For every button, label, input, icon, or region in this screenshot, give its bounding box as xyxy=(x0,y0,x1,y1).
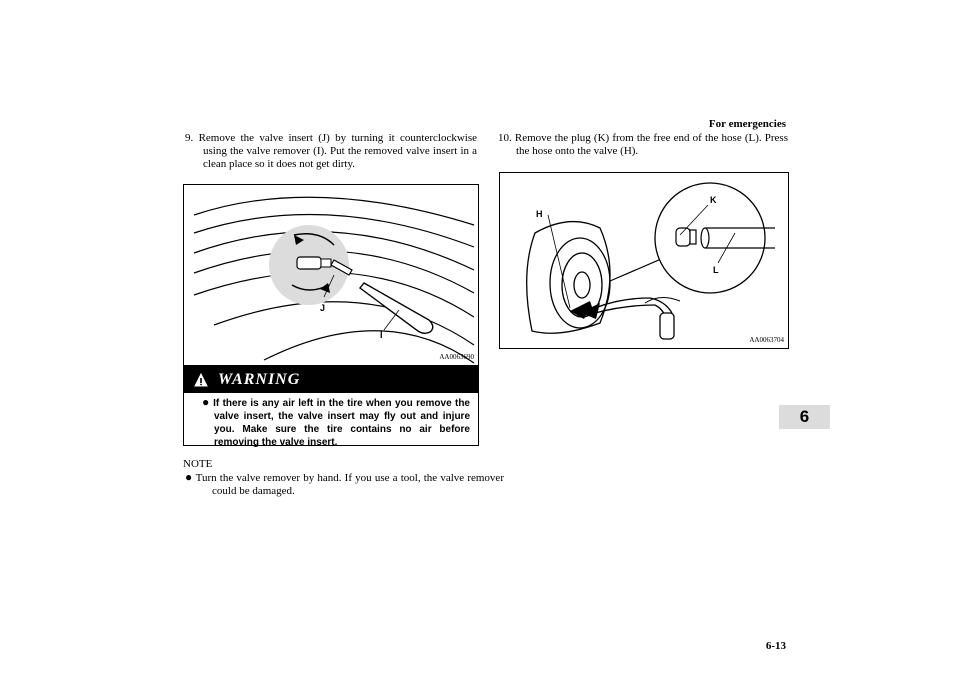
section-header: For emergencies xyxy=(708,118,786,130)
hose-valve-figure xyxy=(499,172,789,349)
note-bullet: ● xyxy=(185,470,193,484)
label-i: I xyxy=(380,330,383,340)
label-l: L xyxy=(713,265,719,275)
warning-box xyxy=(183,366,479,446)
valve-remover-figure xyxy=(183,184,479,366)
figure-code: AA0063690 xyxy=(439,353,474,361)
note-item xyxy=(185,471,504,498)
page-number: 6-13 xyxy=(765,640,786,652)
figure-code-2: AA0063704 xyxy=(749,336,784,344)
note-label: NOTE xyxy=(183,458,213,470)
label-j: J xyxy=(320,303,326,313)
hose-valve-illustration xyxy=(500,173,788,348)
step-9 xyxy=(185,132,477,171)
chapter-tab: 6 xyxy=(779,405,830,429)
label-h: H xyxy=(536,209,543,219)
warning-triangle-icon xyxy=(194,373,208,387)
warning-text: If there is any air left in the tire when you remove the valve insert, the valve insert may fly out and injure you. Make sure the tire contains no air before removing the valve insert. xyxy=(213,398,470,448)
step-10-text: 10. Remove the plug (K) from the free end of the hose (L). Press the hose onto the valve (H). xyxy=(498,132,788,157)
valve-remover-illustration xyxy=(184,185,478,365)
warning-item xyxy=(184,393,478,449)
step-10 xyxy=(498,132,788,158)
warning-header xyxy=(184,367,478,393)
warning-bullet: ● xyxy=(202,395,210,409)
warning-title: WARNING xyxy=(218,371,301,388)
step-9-text: 9. Remove the valve insert (J) by turning it counterclockwise using the valve remover (I). Put the removed valve insert in a clean place so it does not get dirty. xyxy=(185,132,477,170)
note-text: Turn the valve remover by hand. If you use a tool, the valve remover could be damaged. xyxy=(195,472,504,497)
label-k: K xyxy=(710,195,717,205)
